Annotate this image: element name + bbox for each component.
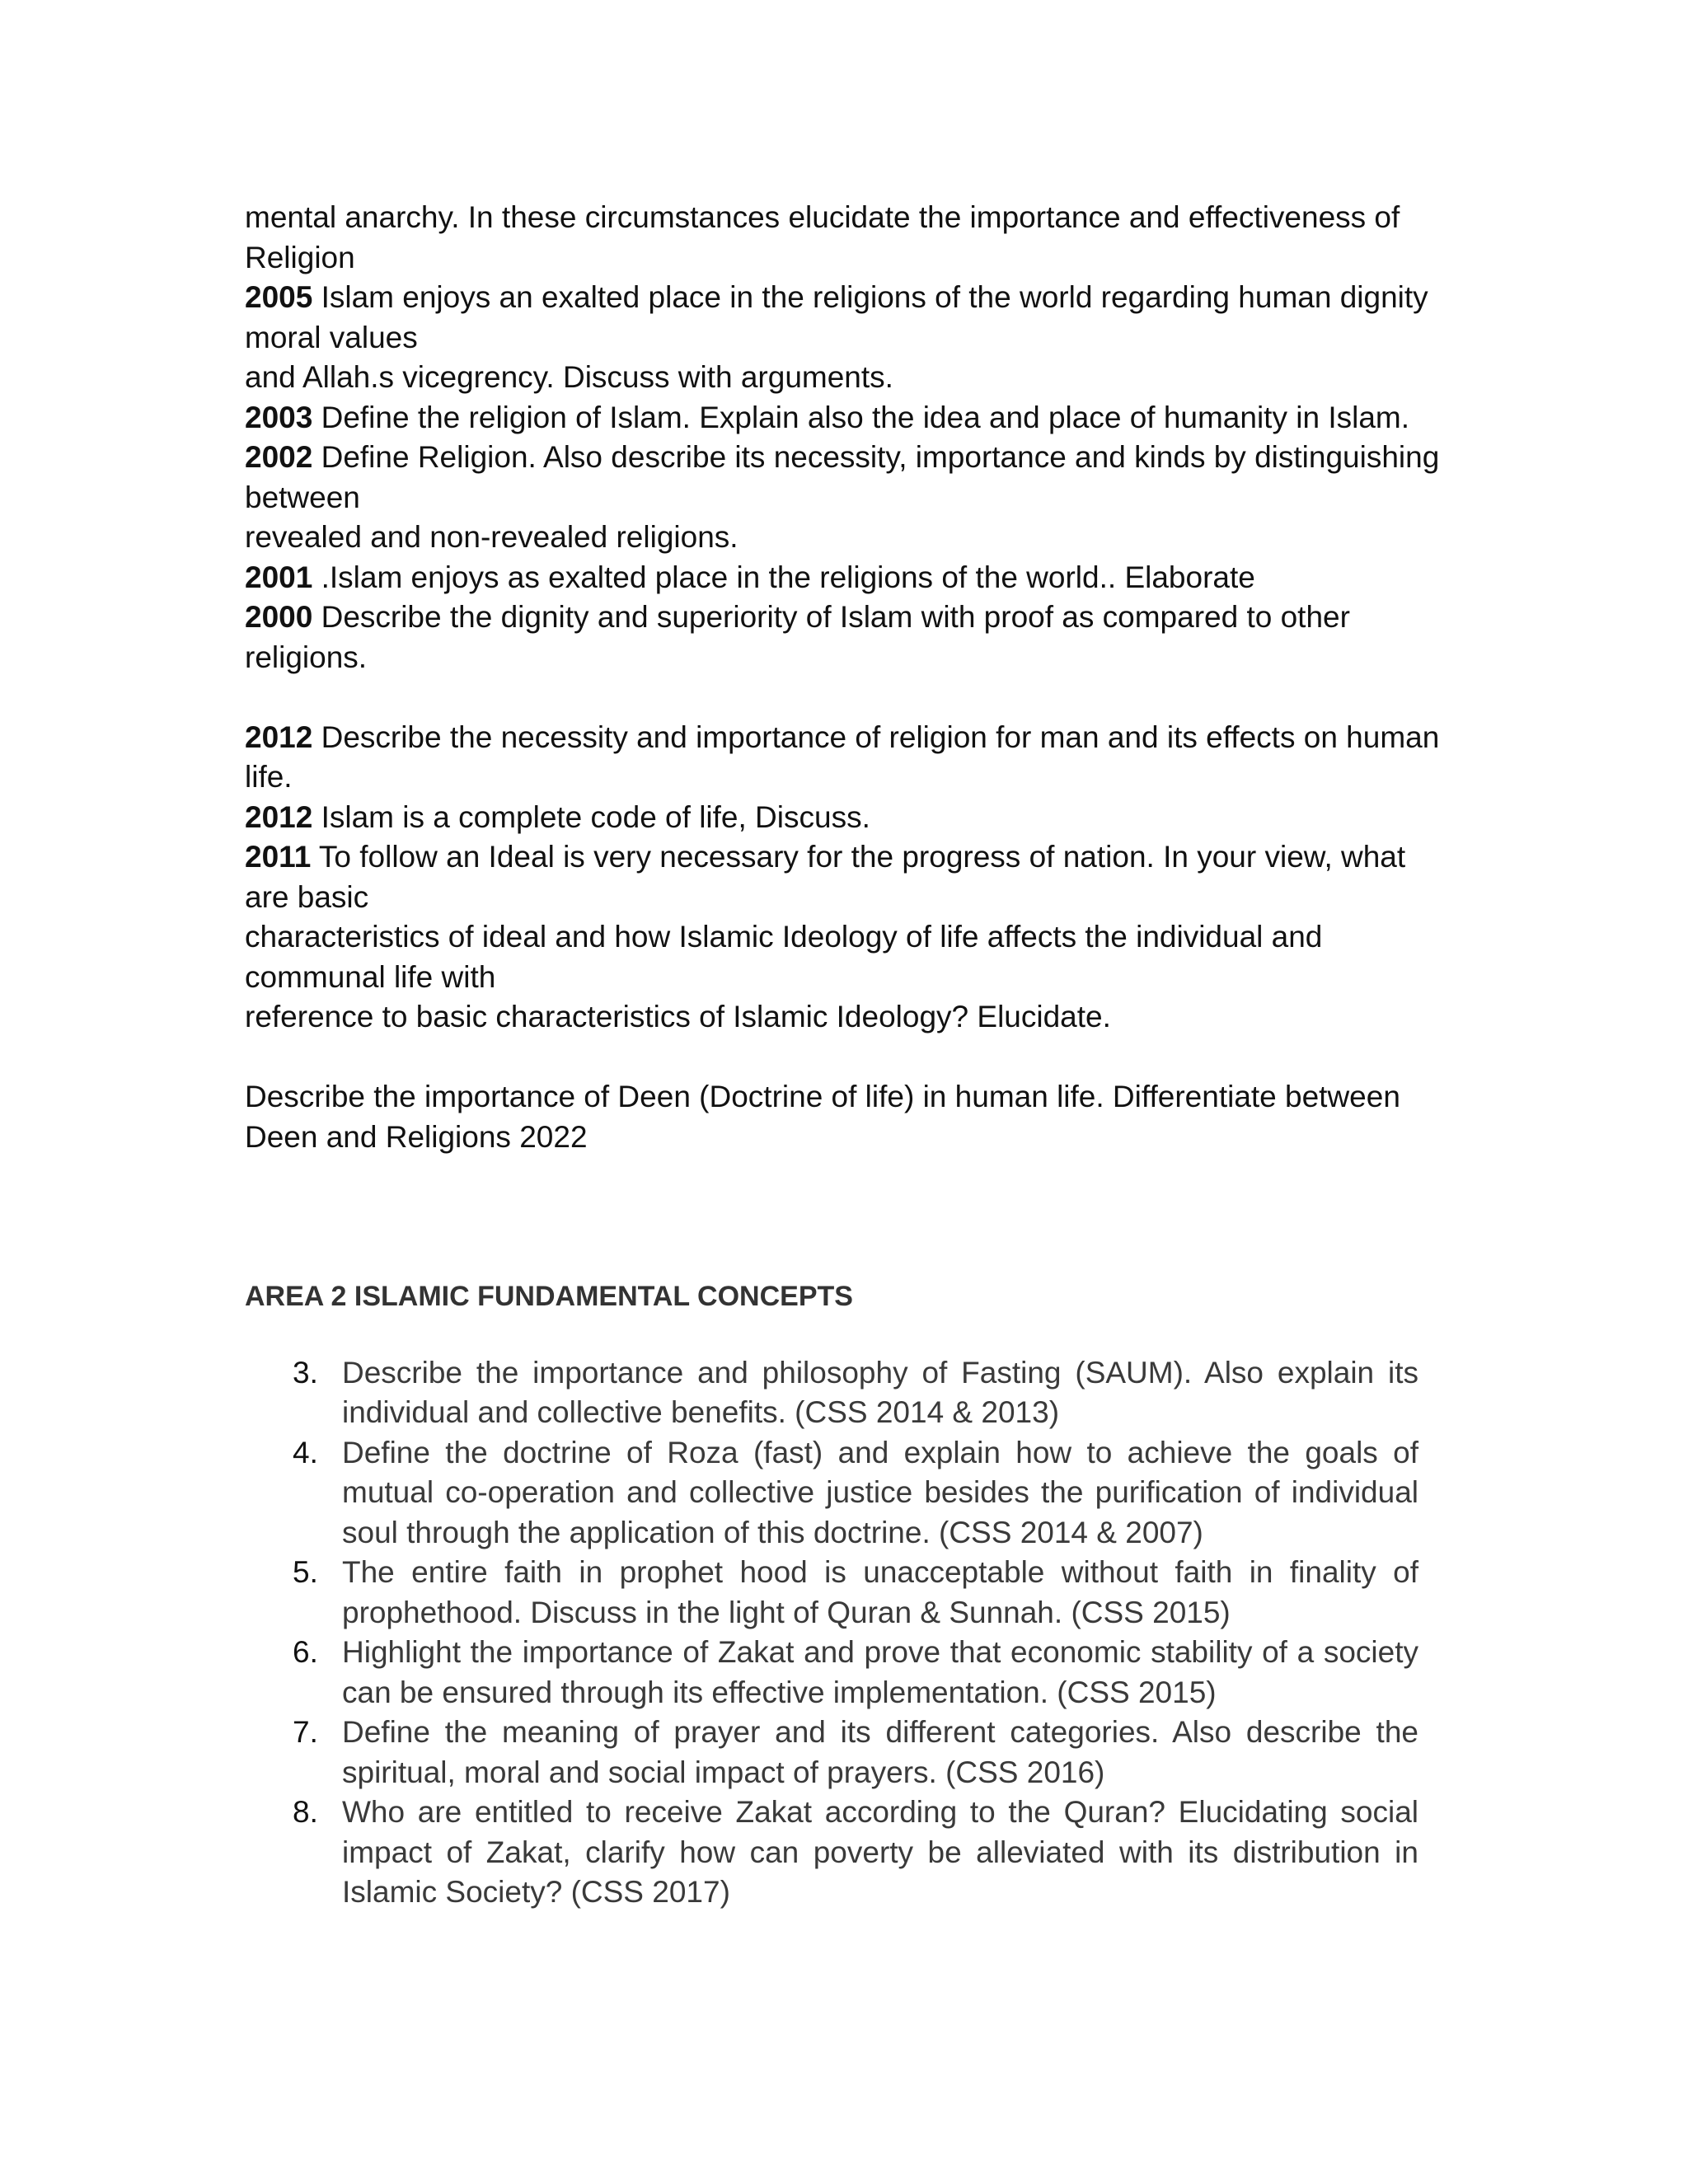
item-text: Define the meaning of prayer and its different categories. Also describe the spiritual, moral and social impact of prayers. (CSS 2016) [342, 1715, 1418, 1789]
item-number: 5. [293, 1555, 318, 1589]
year-label: 2012 [245, 799, 313, 834]
spacer [245, 677, 1418, 718]
spacer [245, 1157, 1418, 1277]
text-line: communal life with [245, 959, 496, 994]
text-line: 2011 To follow an Ideal is very necessary for the progress of nation. In your view, what [245, 840, 1406, 874]
text-line: 2005 Islam enjoys an exalted place in the religions of the world regarding human dignity [245, 280, 1428, 314]
item-text: Describe the importance and philosophy of Fasting (SAUM). Also explain its individual and collective benefits. (CSS 2014 & 2013) [342, 1355, 1418, 1429]
list-item [245, 1553, 1418, 1633]
text-line: life. [245, 760, 293, 794]
year-label: 2012 [245, 719, 313, 754]
text-line: Religion [245, 240, 355, 274]
text-line: 2012 Islam is a complete code of life, Discuss. [245, 799, 870, 834]
text-line: Deen and Religions 2022 [245, 1119, 588, 1154]
item-text: Highlight the importance of Zakat and prove that economic stability of a society can be ensured through its effective implementation. (CSS 2015) [342, 1635, 1418, 1709]
intro-block [245, 198, 1440, 677]
year-label: 2002 [245, 440, 313, 474]
text-line: 2012 Describe the necessity and importance of religion for man and its effects on human [245, 719, 1440, 754]
list-item [245, 1433, 1418, 1554]
list-item [245, 1633, 1418, 1713]
text-line: religions. [245, 640, 368, 674]
item-text: The entire faith in prophet hood is unacceptable without faith in finality of prophethood. Discuss in the light of Quran & Sunnah. (CSS 2015) [342, 1555, 1418, 1629]
text-line: 2002 Define Religion. Also describe its necessity, importance and kinds by distinguishing [245, 440, 1440, 474]
year-label: 2011 [245, 840, 312, 874]
item-number: 3. [293, 1355, 318, 1390]
third-block [245, 1077, 1418, 1157]
text-line: 2001 .Islam enjoys as exalted place in the religions of the world.. Elaborate [245, 560, 1255, 594]
year-label: 2000 [245, 600, 313, 634]
item-number: 6. [293, 1635, 318, 1669]
year-label: 2001 [245, 560, 313, 594]
text-line: between [245, 480, 360, 514]
text-line: 2003 Define the religion of Islam. Explain also the idea and place of humanity in Islam. [245, 400, 1409, 434]
document-page [245, 198, 1440, 1926]
text-line: characteristics of ideal and how Islamic Ideology of life affects the individual and [245, 920, 1323, 954]
spacer [245, 1038, 1418, 1078]
item-number: 8. [293, 1795, 318, 1829]
list-item [245, 1353, 1418, 1433]
list-item [245, 1793, 1418, 1913]
item-number: 7. [293, 1715, 318, 1749]
list-item [245, 1713, 1418, 1793]
year-label: 2005 [245, 280, 313, 314]
text-line: and Allah.s vicegrency. Discuss with arguments. [245, 360, 893, 394]
text-line: 2000 Describe the dignity and superiority of Islam with proof as compared to other [245, 600, 1350, 634]
text-line: are basic [245, 879, 369, 914]
text-line: moral values [245, 320, 418, 354]
item-number: 4. [293, 1435, 318, 1469]
item-text: Define the doctrine of Roza (fast) and explain how to achieve the goals of mutual co-operation and collective justice besides the purification of individual soul through the application of this doctrine. (CSS 2014 & 2007) [342, 1435, 1418, 1549]
questions-list [245, 1353, 1418, 1913]
text-line: reference to basic characteristics of Islamic Ideology? Elucidate. [245, 1000, 1111, 1033]
text-line: Describe the importance of Deen (Doctrine of life) in human life. Differentiate between [245, 1080, 1400, 1113]
area-heading: AREA 2 ISLAMIC FUNDAMENTAL CONCEPTS [245, 1281, 853, 1312]
year-label: 2003 [245, 400, 313, 434]
text-line: mental anarchy. In these circumstances elucidate the importance and effectiveness of [245, 200, 1400, 234]
item-text: Who are entitled to receive Zakat according to the Quran? Elucidating social impact of Zakat, clarify how can poverty be alleviated with its distribution in Islamic Society? (CSS 2017) [342, 1795, 1418, 1909]
text-line: revealed and non-revealed religions. [245, 520, 738, 554]
second-block [245, 718, 1440, 1038]
